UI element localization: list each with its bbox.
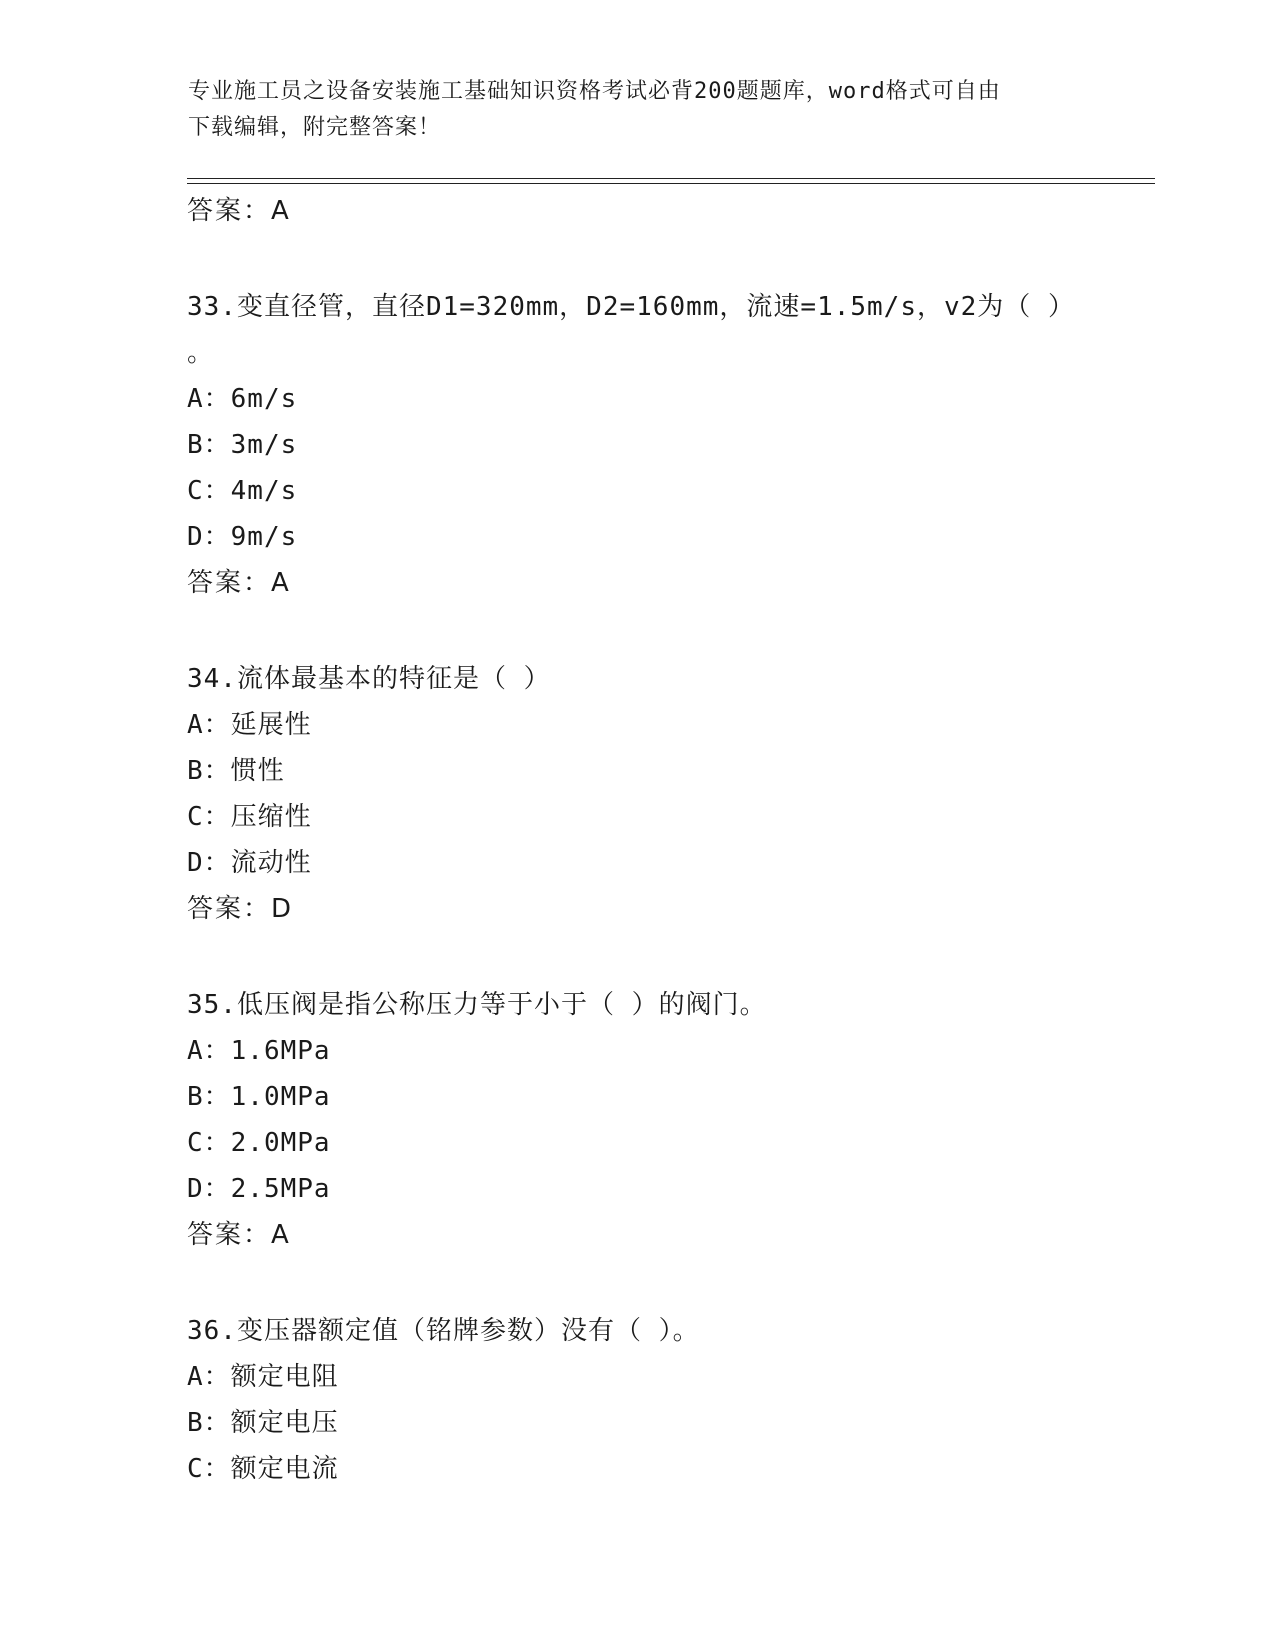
option-c: C：4m/s (187, 476, 298, 506)
option-d: D：流动性 (187, 848, 312, 878)
question-stem: 33.变直径管，直径D1=320mm，D2=160mm，流速=1.5m/s，v2为（ ） (187, 292, 1075, 322)
option-b: B：1.0MPa (187, 1082, 331, 1112)
question-33 (187, 284, 1155, 606)
option-d: D：2.5MPa (187, 1174, 331, 1204)
answer-line: 答案：D (187, 894, 294, 924)
option-a: A：额定电阻 (187, 1362, 339, 1392)
header-line-2: 下载编辑，附完整答案！ (188, 115, 442, 140)
option-b: B：额定电压 (187, 1408, 339, 1438)
option-c: C：2.0MPa (187, 1128, 331, 1158)
question-34 (187, 656, 1155, 932)
question-35 (187, 982, 1155, 1258)
option-b: B：3m/s (187, 430, 298, 460)
answer-line: 答案：A (187, 1220, 291, 1250)
answer-line: 答案：A (187, 196, 291, 226)
answer-line: 答案：A (187, 568, 291, 598)
question-36 (187, 1308, 1155, 1492)
option-d: D：9m/s (187, 522, 298, 552)
header-line-1: 专业施工员之设备安装施工基础知识资格考试必背200题题库，word格式可自由 (188, 79, 1001, 104)
option-b: B：惯性 (187, 756, 285, 786)
option-c: C：额定电流 (187, 1454, 339, 1484)
option-a: A：延展性 (187, 710, 312, 740)
question-stem: 35.低压阀是指公称压力等于小于（ ）的阀门。 (187, 990, 767, 1020)
header-rule-top (187, 178, 1155, 179)
document-header (188, 74, 1088, 146)
question-stem: 34.流体最基本的特征是（ ） (187, 664, 551, 694)
question-stem: 36.变压器额定值（铭牌参数）没有（ ）。 (187, 1316, 700, 1346)
question-stem-continuation: 。 (187, 338, 215, 368)
option-a: A：1.6MPa (187, 1036, 331, 1066)
header-rule-bottom (187, 183, 1155, 184)
option-c: C：压缩性 (187, 802, 312, 832)
question-list (187, 188, 1155, 1492)
option-a: A：6m/s (187, 384, 298, 414)
